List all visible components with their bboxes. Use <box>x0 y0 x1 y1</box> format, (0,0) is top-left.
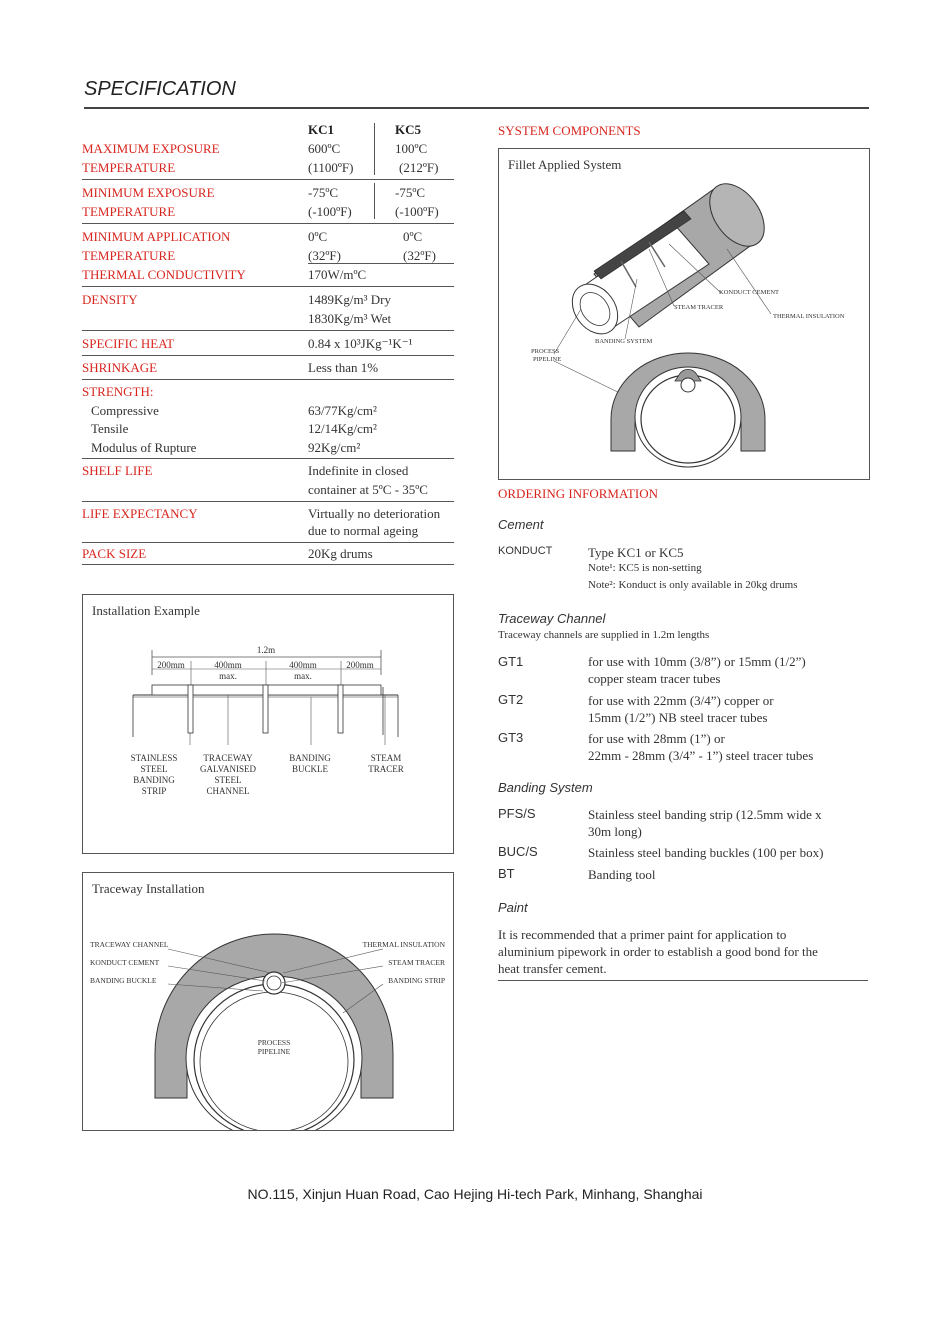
svg-text:STEAM TRACER: STEAM TRACER <box>674 304 724 311</box>
system-components-heading: SYSTEM COMPONENTS <box>498 123 641 138</box>
col-kc5: KC5 <box>395 122 421 137</box>
svg-text:max.: max. <box>294 671 312 681</box>
gt2-code: GT2 <box>498 692 524 707</box>
svg-text:KONDUCT CEMENT: KONDUCT CEMENT <box>719 289 780 296</box>
svg-text:PIPELINE: PIPELINE <box>257 1047 291 1056</box>
divider <box>82 501 454 502</box>
svg-text:BANDING: BANDING <box>289 753 331 763</box>
svg-text:400mm: 400mm <box>289 660 317 670</box>
paint-text: It is recommended that a primer paint for application to aluminium pipework in order to establish a good bond for the heat transfer cement. <box>498 927 818 976</box>
cement-heading: Cement <box>498 517 544 532</box>
svg-text:BANDING: BANDING <box>133 775 175 785</box>
svg-text:GALVANISED: GALVANISED <box>199 764 257 774</box>
svg-text:STAINLESS: STAINLESS <box>130 753 178 763</box>
svg-text:max.: max. <box>219 671 237 681</box>
svg-text:STEEL: STEEL <box>214 775 242 785</box>
svg-text:KONDUCT CEMENT: KONDUCT CEMENT <box>90 958 160 967</box>
gt2-desc: for use with 22mm (3/4”) copper or 15mm (1/2”) NB steel tracer tubes <box>588 693 774 725</box>
gt1-code: GT1 <box>498 654 524 669</box>
divider <box>498 980 868 981</box>
traceway-installation-figure <box>82 872 454 1131</box>
svg-text:BANDING BUCKLE: BANDING BUCKLE <box>90 976 157 985</box>
divider <box>82 355 454 356</box>
svg-text:STEAM TRACER: STEAM TRACER <box>388 958 445 967</box>
col-kc1: KC1 <box>308 122 334 137</box>
traceway-diagram <box>83 873 453 1130</box>
figure-caption: Traceway Installation <box>92 881 205 896</box>
figure-caption: Fillet Applied System <box>508 157 622 172</box>
divider <box>82 379 454 380</box>
traceway-subtext: Traceway channels are supplied in 1.2m lengths <box>498 629 710 641</box>
installation-diagram <box>83 595 453 853</box>
svg-text:TRACER: TRACER <box>368 764 404 774</box>
svg-text:PROCESS: PROCESS <box>531 348 560 355</box>
svg-text:TRACEWAY CHANNEL: TRACEWAY CHANNEL <box>90 940 169 949</box>
svg-text:BANDING SYSTEM: BANDING SYSTEM <box>595 338 653 345</box>
divider <box>82 330 454 331</box>
divider <box>82 179 454 180</box>
col-divider <box>374 123 375 175</box>
bt-code: BT <box>498 866 515 881</box>
note-2: Note²: Konduct is only available in 20kg drums <box>588 579 798 591</box>
bt-desc: Banding tool <box>588 867 656 882</box>
footer-address: NO.115, Xinjun Huan Road, Cao Hejing Hi-tech Park, Minhang, Shanghai <box>247 1186 703 1202</box>
divider <box>82 542 454 543</box>
col-divider <box>374 183 375 219</box>
traceway-heading: Traceway Channel <box>498 611 606 626</box>
gt3-desc: for use with 28mm (1”) or 22mm - 28mm (3/4” - 1”) steel tracer tubes <box>588 731 814 763</box>
installation-example-figure <box>82 594 454 854</box>
note-1: Note¹: KC5 is non-setting <box>588 562 702 574</box>
svg-text:200mm: 200mm <box>157 660 185 670</box>
konduct-type: Type KC1 or KC5 <box>588 545 684 560</box>
dim-total: 1.2m <box>256 645 276 655</box>
konduct-code: KONDUCT <box>498 545 553 557</box>
divider <box>82 286 454 287</box>
fillet-applied-figure <box>498 148 870 480</box>
gt1-desc: for use with 10mm (3/8”) or 15mm (1/2”) copper steam tracer tubes <box>588 654 806 686</box>
divider <box>308 263 454 264</box>
svg-text:200mm: 200mm <box>346 660 374 670</box>
title-divider <box>84 107 869 109</box>
svg-text:STRIP: STRIP <box>141 786 167 796</box>
svg-text:BANDING STRIP: BANDING STRIP <box>388 976 445 985</box>
paint-heading: Paint <box>498 900 528 915</box>
pfs-code: PFS/S <box>498 806 536 821</box>
buc-desc: Stainless steel banding buckles (100 per box) <box>588 845 824 860</box>
figure-caption: Installation Example <box>92 603 200 618</box>
ordering-heading: ORDERING INFORMATION <box>498 486 658 501</box>
gt3-code: GT3 <box>498 730 524 745</box>
svg-text:BUCKLE: BUCKLE <box>292 764 328 774</box>
svg-text:STEEL: STEEL <box>140 764 168 774</box>
svg-text:400mm: 400mm <box>214 660 242 670</box>
svg-text:CHANNEL: CHANNEL <box>206 786 250 796</box>
page-title: SPECIFICATION <box>84 78 236 100</box>
pfs-desc: Stainless steel banding strip (12.5mm wide x 30m long) <box>588 807 822 839</box>
buc-code: BUC/S <box>498 844 538 859</box>
svg-text:THERMAL INSULATION: THERMAL INSULATION <box>773 313 845 320</box>
svg-text:TRACEWAY: TRACEWAY <box>203 753 253 763</box>
fillet-diagram <box>499 149 869 479</box>
svg-text:PIPELINE: PIPELINE <box>533 356 562 363</box>
svg-text:STEAM: STEAM <box>370 753 402 763</box>
svg-text:PROCESS: PROCESS <box>257 1038 291 1047</box>
divider <box>82 223 454 224</box>
divider <box>82 564 454 565</box>
svg-text:THERMAL INSULATION: THERMAL INSULATION <box>362 940 445 949</box>
divider <box>82 458 454 459</box>
banding-heading: Banding System <box>498 780 593 795</box>
